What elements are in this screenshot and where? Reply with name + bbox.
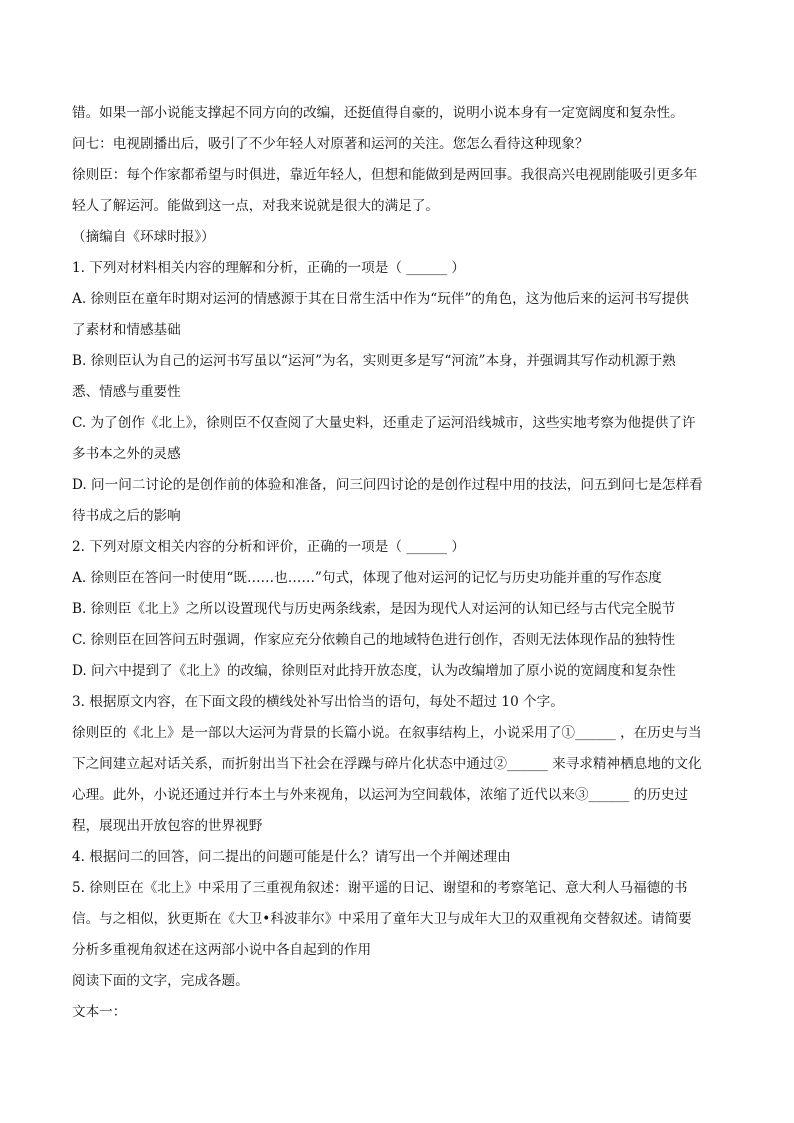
document-page: [72, 98, 724, 1028]
text-one-heading: 文本一：: [72, 1004, 127, 1020]
question-3-passage: 程，展现出开放包容的世界视野: [72, 818, 263, 834]
question-3-stem: 3. 根据原文内容，在下面文段的横线处补写出恰当的语句，每处不超过 10 个字。: [72, 694, 564, 710]
question-1-option-b-cont: 悉、情感与重要性: [72, 384, 181, 400]
question-seven: 问七：电视剧播出后，吸引了不少年轻人对原著和运河的关注。您怎么看待这种现象？: [72, 136, 589, 152]
question-1-option-d-cont: 待书成之后的影响: [72, 508, 181, 524]
answer-line: 轻人了解运河。能做到这一点，对我来说就是很大的满足了。: [72, 198, 440, 214]
question-1-stem: 1. 下列对材料相关内容的理解和分析，正确的一项是（ ______ ）: [72, 260, 465, 276]
reading-instruction: 阅读下面的文字，完成各题。: [72, 973, 249, 989]
question-5-stem: 分析多重视角叙述在这两部小说中各自起到的作用: [72, 942, 372, 958]
question-1-option-d: D. 问一问二讨论的是创作前的体验和准备，问三问四讨论的是创作过程中用的技法，问五到问七是怎样看: [72, 477, 703, 493]
answer-line: 徐则臣：每个作家都希望与时俱进，靠近年轻人，但想和能做到是两回事。我很高兴电视剧能吸引更多年: [72, 167, 698, 183]
question-3-passage: 下之间建立起对话关系，而折射出当下社会在浮躁与碎片化状态中通过②______ 来寻求精神栖息地的文化: [72, 756, 702, 772]
source-note: （摘编自《环球时报》）: [72, 229, 215, 245]
question-2-option-b: B. 徐则臣《北上》之所以设置现代与历史两条线索，是因为现代人对运河的认知已经与古代完全脱节: [72, 601, 676, 617]
question-2-option-d: D. 问六中提到了《北上》的改编，徐则臣对此持开放态度，认为改编增加了原小说的宽阔度和复杂性: [72, 663, 676, 679]
question-2-option-c: C. 徐则臣在回答问五时强调，作家应充分依赖自己的地域特色进行创作，否则无法体现作品的独特性: [72, 632, 676, 648]
question-2-option-a: A. 徐则臣在答问一时使用“既……也……”句式，体现了他对运河的记忆与历史功能并重的写作态度: [72, 570, 662, 586]
question-4-stem: 4. 根据问二的回答，问二提出的问题可能是什么？请写出一个并阐述理由: [72, 849, 511, 865]
question-5-stem: 信。与之相似，狄更斯在《大卫•科波菲尔》中采用了童年大卫与成年大卫的双重视角交替叙述。请简要: [72, 911, 692, 927]
question-1-option-a-cont: 了素材和情感基础: [72, 322, 181, 338]
question-1-option-a: A. 徐则臣在童年时期对运河的情感源于其在日常生活中作为“玩伴”的角色，这为他后来的运河书写提供: [72, 291, 689, 307]
question-3-passage: 心理。此外，小说还通过并行本土与外来视角，以运河为空间载体，浓缩了近代以来③______ 的历史过: [72, 787, 689, 803]
question-3-passage: 徐则臣的《北上》是一部以大运河为背景的长篇小说。在叙事结构上，小说采用了①______ ，在历史与当: [72, 725, 702, 741]
question-2-stem: 2. 下列对原文相关内容的分析和评价，正确的一项是（ ______ ）: [72, 539, 465, 555]
question-1-option-c: C. 为了创作《北上》，徐则臣不仅查阅了大量史料，还重走了运河沿线城市，这些实地考察为他提供了许: [72, 415, 696, 431]
question-1-option-c-cont: 多书本之外的灵感: [72, 446, 181, 462]
question-5-stem: 5. 徐则臣在《北上》中采用了三重视角叙述：谢平遥的日记、谢望和的考察笔记、意大利人马福德的书: [72, 880, 688, 896]
text-line: 错。如果一部小说能支撑起不同方向的改编，还挺值得自豪的，说明小说本身有一定宽阔度和复杂性。: [72, 105, 684, 121]
question-1-option-b: B. 徐则臣认为自己的运河书写虽以“运河”为名，实则更多是写“河流”本身，并强调其写作动机源于熟: [72, 353, 676, 369]
